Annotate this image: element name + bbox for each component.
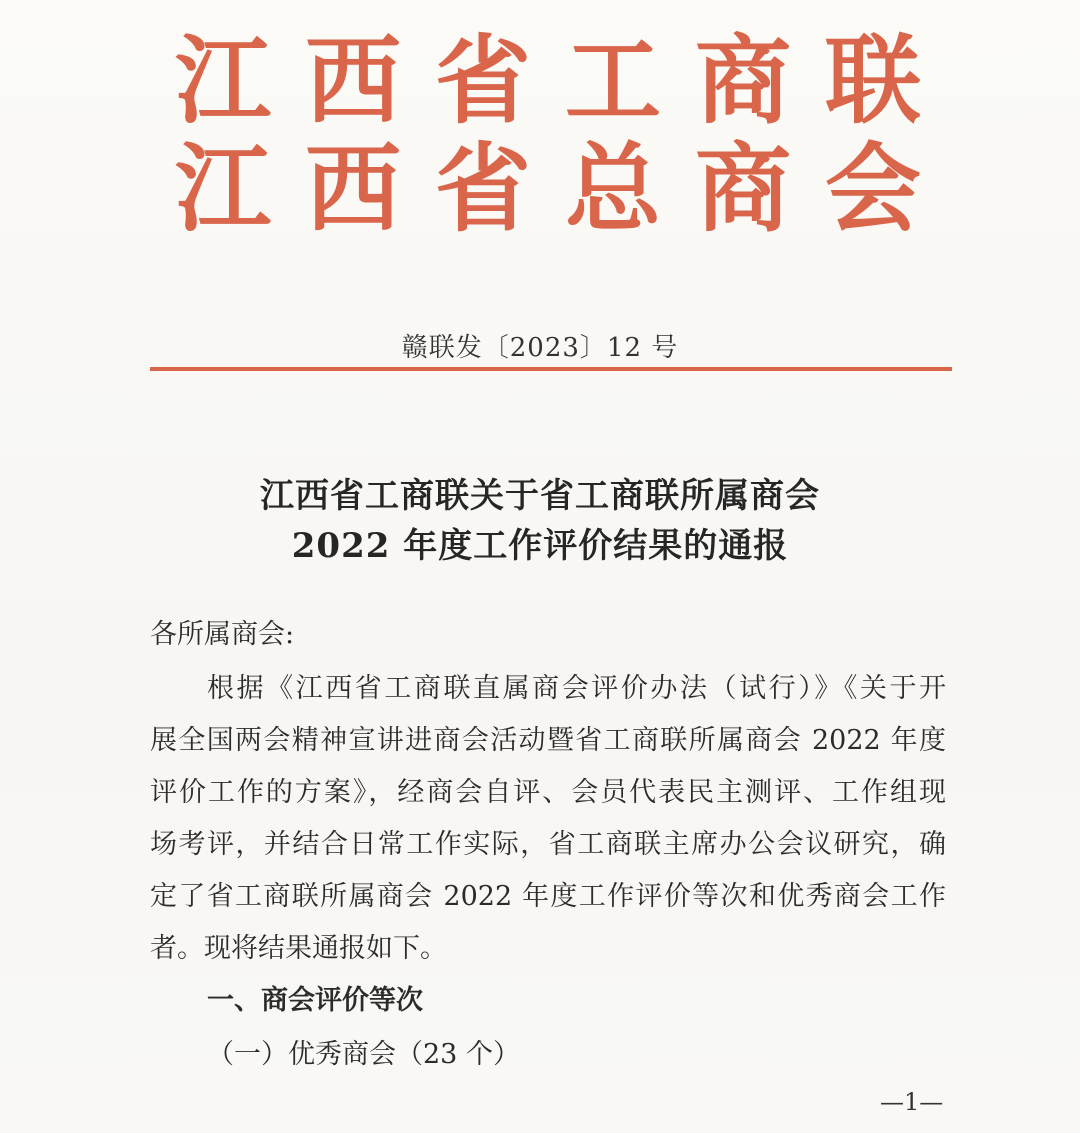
letterhead-char: 西: [305, 24, 401, 137]
document-title-line-2: 2022 年度工作评价结果的通报: [291, 526, 789, 566]
letterhead-char: 商: [695, 132, 791, 245]
section-heading: 一、商会评价等次: [207, 985, 423, 1016]
letterhead-char: 省: [435, 132, 531, 245]
subsection-heading: （一）优秀商会（23 个）: [207, 1039, 520, 1070]
document-number: 赣联发〔2023〕12 号: [401, 333, 679, 363]
letterhead-char: 西: [305, 132, 401, 245]
letterhead-char: 省: [435, 24, 531, 137]
letterhead-char: 工: [565, 24, 661, 137]
body-line: 定了省工商联所属商会 2022 年度工作评价等次和优秀商会工作: [150, 881, 946, 912]
salutation: 各所属商会:: [150, 619, 295, 650]
red-divider: [150, 367, 952, 371]
body-line: 者。现将结果通报如下。: [150, 933, 447, 964]
letterhead-char: 江: [175, 132, 271, 245]
letterhead-char: 商: [695, 24, 791, 137]
letterhead-char: 江: [175, 24, 271, 137]
document-title-line-1: 江西省工商联关于省工商联所属商会: [260, 476, 820, 516]
letterhead-line-2: [168, 134, 928, 244]
body-line: 评价工作的方案》，经商会自评、会员代表民主测评、工作组现: [150, 777, 946, 808]
body-line: 场考评，并结合日常工作实际，省工商联主席办公会议研究，确: [150, 829, 946, 860]
letterhead-char: 联: [825, 24, 921, 137]
page-number: —1—: [880, 1088, 944, 1116]
body-line: 根据《江西省工商联直属商会评价办法（试行）》《关于开: [207, 673, 946, 704]
letterhead-line-1: [168, 26, 928, 136]
letterhead-char: 总: [565, 132, 661, 245]
letterhead-char: 会: [825, 132, 921, 245]
body-line: 展全国两会精神宣讲进商会活动暨省工商联所属商会 2022 年度: [150, 725, 946, 756]
